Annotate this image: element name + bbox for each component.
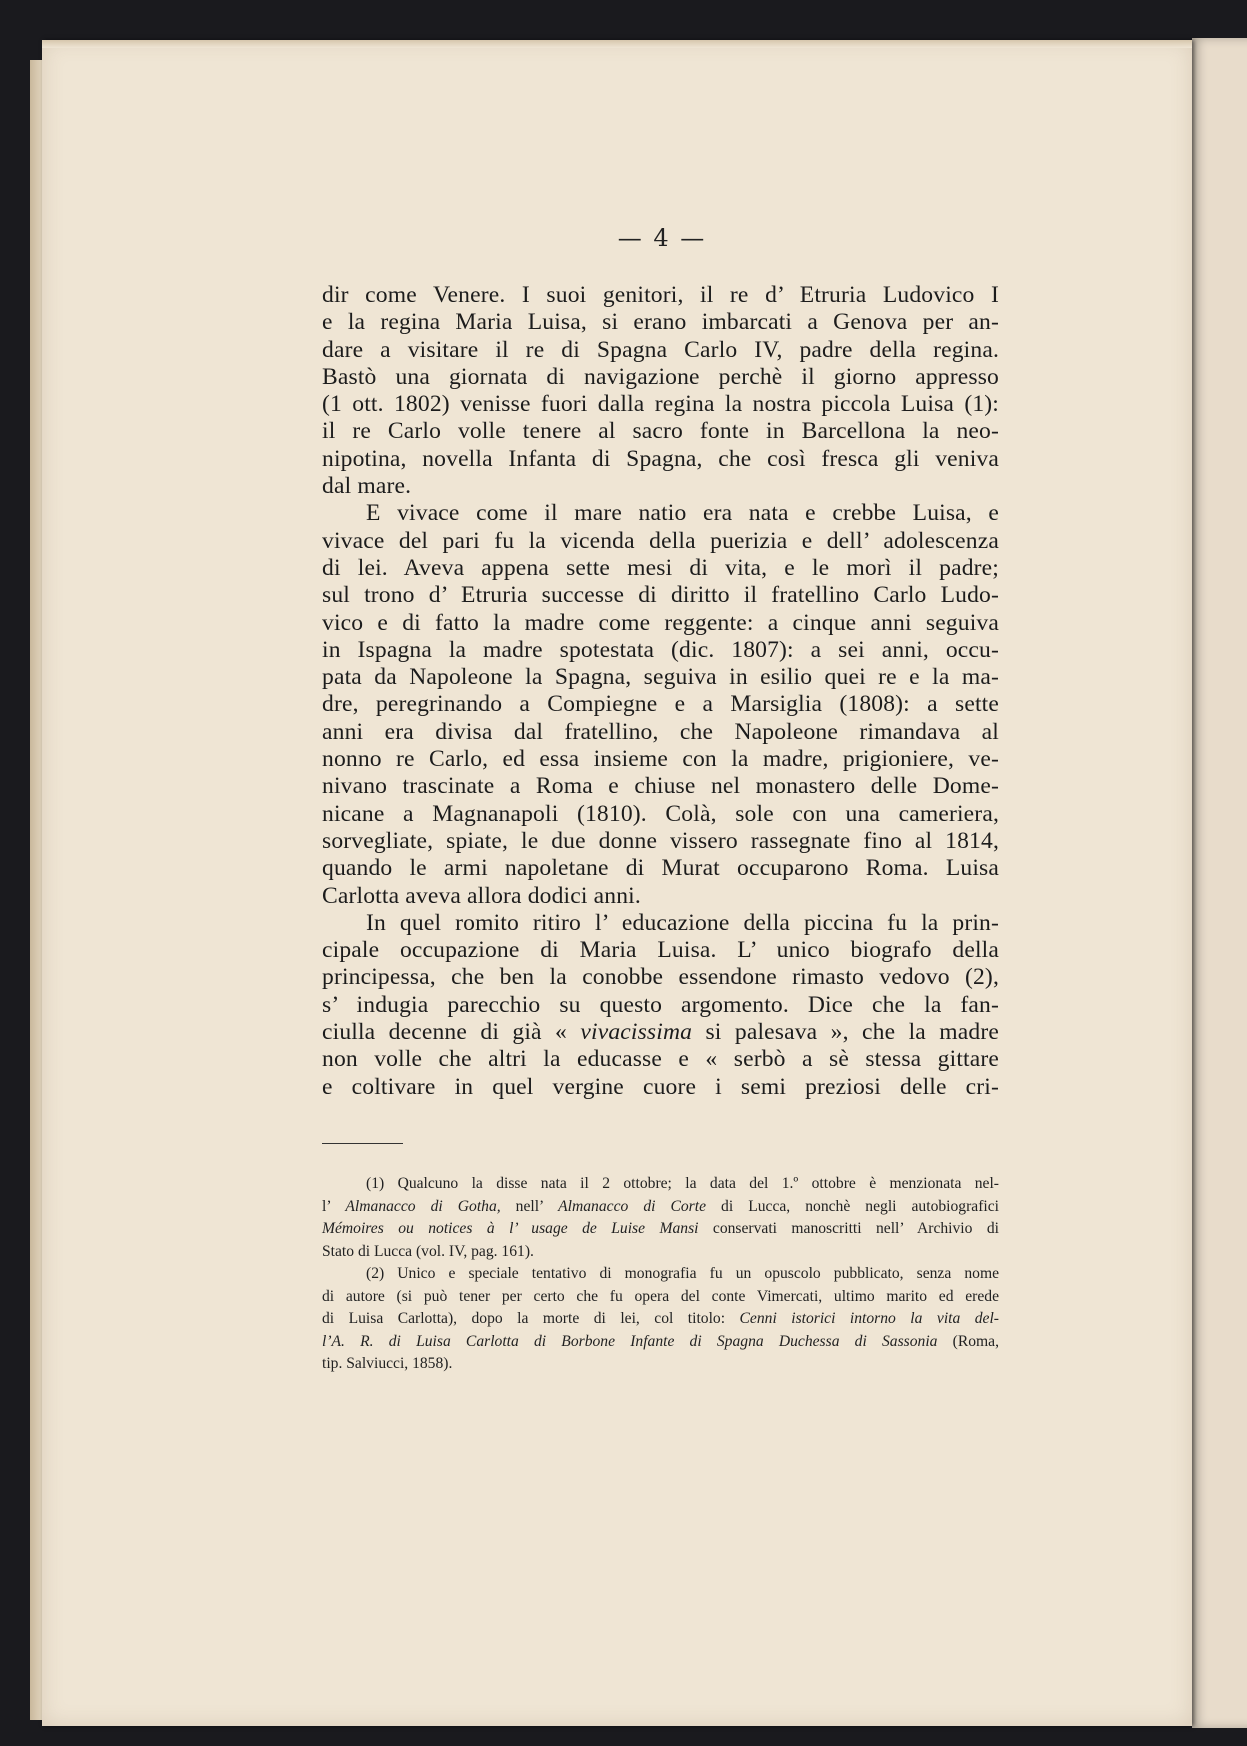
text-line: quando le armi napoletane di Murat occuparono Roma. Luisa: [322, 855, 999, 882]
italic-title: Mémoires ou notices à l’ usage de Luise Mansi: [322, 1220, 699, 1237]
text-segment: l’: [322, 1197, 346, 1215]
text-line: non volle che altri la educasse e « serbò a sè stessa gittare: [322, 1046, 999, 1073]
footnote-line: [322, 1331, 999, 1354]
text-line: dare a visitare il re di Spagna Carlo IV, padre della regina.: [322, 336, 999, 363]
footnote-line: tip. Salviucci, 1858).: [322, 1355, 453, 1372]
footnote-divider: [322, 1143, 403, 1144]
body-text: [322, 282, 999, 1101]
page-top-edge: [42, 40, 1192, 48]
text-segment: ciulla decenne di già «: [322, 1019, 581, 1046]
text-line: (1 ott. 1802) venisse fuori dalla regina la nostra piccola Luisa (1):: [322, 391, 999, 418]
text-segment: si palesava », che la madre: [692, 1019, 1000, 1046]
italic-title: l’A. R. di Luisa Carlotta di Borbone Infante di Spagna Duchessa di Sassonia: [322, 1332, 938, 1350]
text-line: Bastò una giornata di navigazione perchè il giorno appresso: [322, 363, 999, 390]
footnote-line: Stato di Lucca (vol. IV, pag. 161).: [322, 1242, 534, 1260]
italic-title: Cenni istorici intorno la vita del-: [739, 1310, 999, 1327]
italic-title: Almanacco di Gotha,: [345, 1197, 501, 1215]
text-segment: di Lucca, nonchè negli autobiografici: [706, 1197, 999, 1215]
text-segment: di Luisa Carlotta), dopo la morte di lei, col titolo:: [322, 1310, 740, 1327]
text-line: pata da Napoleone la Spagna, seguiva in esilio quei re e la ma-: [322, 664, 999, 691]
text-line: [322, 1019, 999, 1046]
text-segment: nell’: [500, 1197, 559, 1215]
text-line: principessa, che ben la conobbe essendone rimasto vedovo (2),: [322, 964, 999, 991]
text-line: e la regina Maria Luisa, si erano imbarcati a Genova per an-: [322, 309, 999, 336]
footnote-line: di autore (si può tener per certo che fu opera del conte Vimercati, ultimo marito ed erede: [322, 1287, 999, 1305]
text-line: sorvegliate, spiate, le due donne vissero rassegnate fino al 1814,: [322, 827, 999, 854]
footnote-line: (2) Unico e speciale tentativo di monografia fu un opuscolo pubblicato, senza nome: [366, 1265, 999, 1282]
text-line: il re Carlo volle tenere al sacro fonte in Barcellona la neo-: [322, 418, 999, 445]
text-line: vivace del pari fu la vicenda della puerizia e dell’ adolescenza: [322, 527, 999, 554]
text-line: dal mare.: [322, 473, 412, 500]
text-line: in Ispagna la madre spotestata (dic. 1807): a sei anni, occu-: [322, 636, 999, 663]
text-line: sul trono d’ Etruria successe di diritto il fratellino Carlo Ludo-: [322, 582, 999, 609]
text-segment: (Roma,: [937, 1332, 1000, 1350]
footnote-line: [322, 1218, 999, 1241]
text-line: In quel romito ritiro l’ educazione della piccina fu la prin-: [366, 909, 999, 936]
text-line: nicane a Magnanapoli (1810). Colà, sole con una cameriera,: [322, 800, 999, 827]
text-line: s’ indugia parecchio su questo argomento. Dice che la fan-: [322, 991, 999, 1018]
text-line: E vivace come il mare natio era nata e crebbe Luisa, e: [366, 500, 999, 527]
footnote-line: [322, 1196, 999, 1219]
text-line: Carlotta aveva allora dodici anni.: [322, 882, 641, 909]
footnote-line: [322, 1308, 999, 1331]
text-line: nipotina, novella Infanta di Spagna, che così fresca gli veniva: [322, 445, 999, 472]
text-segment: conservati manoscritti nell’ Archivio di: [698, 1220, 999, 1237]
text-line: e coltivare in quel vergine cuore i semi preziosi delle cri-: [322, 1073, 999, 1100]
italic-title: Almanacco di Corte: [558, 1197, 707, 1215]
text-line: anni era divisa dal fratellino, che Napoleone rimandava al: [322, 718, 999, 745]
text-line: dir come Venere. I suoi genitori, il re d’ Etruria Ludovico I: [322, 282, 999, 308]
text-line: vico e di fatto la madre come reggente: a cinque anni seguiva: [322, 609, 999, 636]
footnote-line: (1) Qualcuno la disse nata il 2 ottobre; la data del 1.º ottobre è menzionata nel-: [366, 1175, 999, 1192]
footnotes: [322, 1173, 999, 1376]
text-line: nonno re Carlo, ed essa insieme con la madre, prigioniere, ve-: [322, 746, 999, 773]
italic-term: vivacissima: [580, 1019, 693, 1046]
next-page-edge: [1192, 38, 1247, 1728]
text-line: di lei. Aveva appena sette mesi di vita, e le morì il padre;: [322, 554, 999, 581]
text-line: cipale occupazione di Maria Luisa. L’ unico biografo della: [322, 937, 999, 964]
text-line: dre, peregrinando a Compiegne e a Marsiglia (1808): a sette: [322, 691, 999, 718]
page-number: — 4 —: [617, 224, 707, 252]
text-line: nivano trascinate a Roma e chiuse nel monastero delle Dome-: [322, 773, 999, 800]
